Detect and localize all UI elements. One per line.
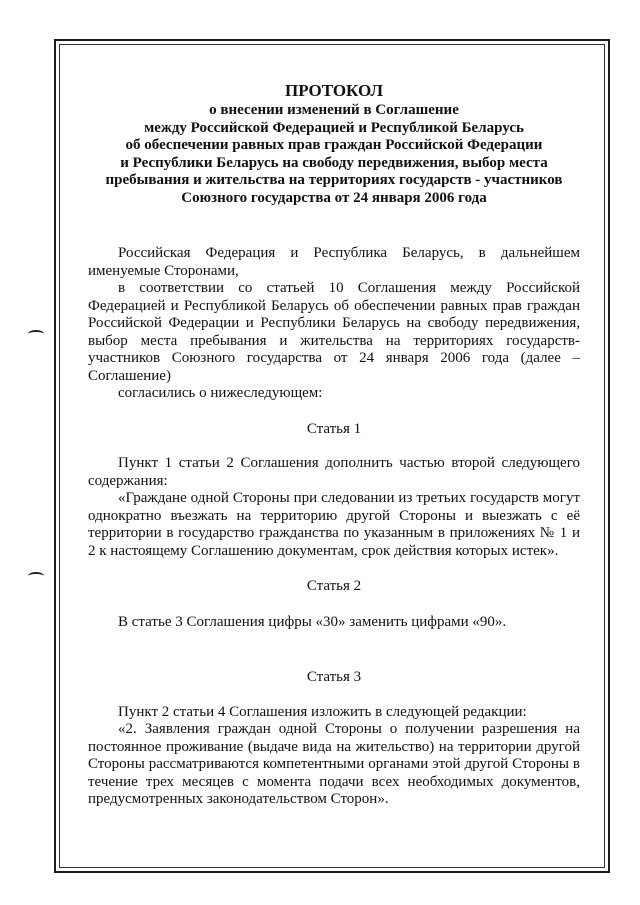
scan-mark-top bbox=[28, 330, 44, 338]
subtitle-line: Союзного государства от 24 января 2006 года bbox=[181, 189, 487, 206]
article-paragraph: «Граждане одной Стороны при следовании из третьих государств могут однократно въезжать на территорию другой Стороны и выезжать с её территории в государство гражданства по указанным в приложениях № 1 и 2 к настоящему Соглашению документам, срок действия которых истек». bbox=[88, 490, 580, 559]
article-paragraph: Пункт 1 статьи 2 Соглашения дополнить частью второй следующего содержания: bbox=[88, 455, 580, 489]
article-paragraph: В статье 3 Соглашения цифры «30» заменить цифрами «90». bbox=[118, 613, 507, 630]
article-heading: Статья 2 bbox=[306, 578, 362, 594]
subtitle-line: между Российской Федерацией и Республикой Беларусь bbox=[144, 119, 524, 136]
subtitle-line: о внесении изменений в Соглашение bbox=[209, 102, 459, 118]
preamble-paragraph: согласились о нижеследующем: bbox=[118, 385, 323, 401]
subtitle-line: и Республики Беларусь на свободу передвижения, выбор места bbox=[120, 154, 548, 171]
title-block bbox=[88, 80, 580, 207]
preamble-paragraph: Российская Федерация и Республика Беларусь, в дальнейшем именуемые Сторонами, bbox=[88, 245, 580, 279]
document-title: ПРОТОКОЛ bbox=[284, 81, 383, 100]
subtitle-line: об обеспечении равных прав граждан Российской Федерации bbox=[125, 137, 543, 153]
document-content bbox=[88, 80, 580, 809]
article-paragraph: «2. Заявления граждан одной Стороны о получении разрешения на постоянное проживание (выдаче вида на жительство) на территории другой Стороны рассматриваются компетентными органами этой другой Стороны в течение трех месяцев с момента подачи всех необходимых документов, предусмотренных законодательством Сторон». bbox=[88, 721, 580, 807]
article-paragraph: Пункт 2 статьи 4 Соглашения изложить в следующей редакции: bbox=[118, 703, 527, 720]
article-heading: Статья 3 bbox=[306, 669, 362, 685]
scan-mark-bottom bbox=[28, 572, 44, 580]
subtitle-line: пребывания и жительства на территориях государств - участников bbox=[105, 172, 563, 188]
document-body bbox=[88, 245, 580, 809]
article-heading: Статья 1 bbox=[306, 420, 362, 437]
preamble-paragraph: в соответствии со статьей 10 Соглашения между Российской Федерацией и Республикой Беларусь об обеспечении равных прав граждан Российской Федерации и Республики Беларусь на свободу передвижения, выбор места пребывания и жительства на территориях государств-участников Союзного государства от 24 января 2006 года (далее – Соглашение) bbox=[88, 280, 580, 384]
